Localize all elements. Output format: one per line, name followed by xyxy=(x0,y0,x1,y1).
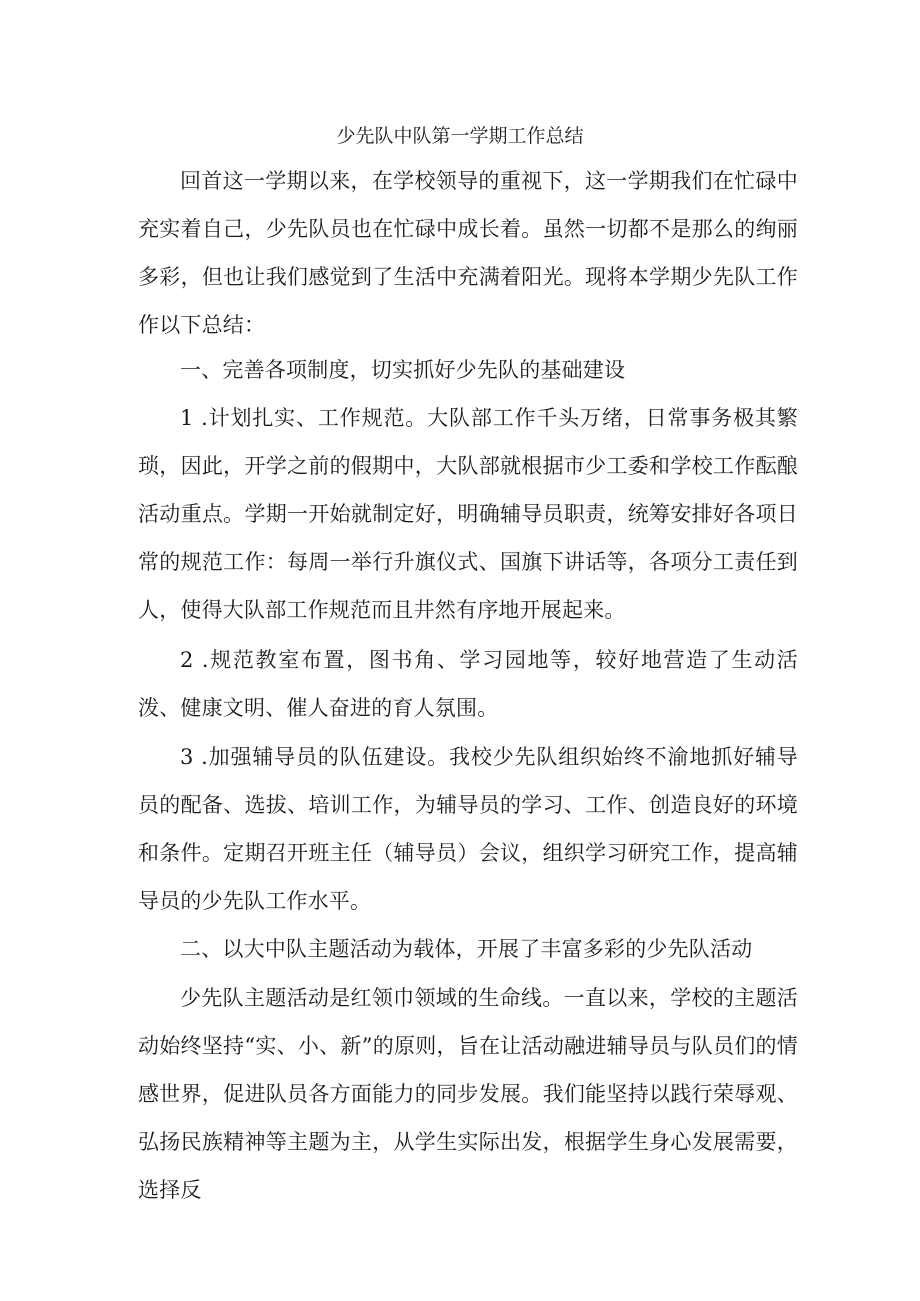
section-1-item-3: 3 .加强辅导员的队伍建设。我校少先队组织始终不渝地抓好辅导员的配备、选拔、培训工作，为辅导员的学习、工作、创造良好的环境和条件。定期召开班主任（辅导员）会议，组织学习研究工作，提高辅导员的少先队工作水平。 xyxy=(138,745,798,913)
intro-paragraph: 回首这一学期以来，在学校领导的重视下，这一学期我们在忙碌中充实着自己，少先队员也在忙碌中成长着。虽然一切都不是那么的绚丽多彩，但也让我们感觉到了生活中充满着阳光。现将本学期少先队工作作以下总结： xyxy=(138,169,798,337)
document-title: 少先队中队第一学期工作总结 xyxy=(336,125,584,147)
section-2-paragraph-1: 少先队主题活动是红领巾领域的生命线。一直以来，学校的主题活动始终坚持“实、小、新”的原则，旨在让活动融进辅导员与队员们的情感世界，促进队员各方面能力的同步发展。我们能坚持以践行荣辱观、弘扬民族精神等主题为主，从学生实际出发，根据学生身心发展需要，选择反 xyxy=(138,986,798,1202)
section-2-heading: 二、以大中队主题活动为载体，开展了丰富多彩的少先队活动 xyxy=(180,937,753,961)
section-1-heading: 一、完善各项制度，切实抓好少先队的基础建设 xyxy=(180,358,626,382)
section-1-item-2: 2 .规范教室布置，图书角、学习园地等，较好地营造了生动活泼、健康文明、催人奋进的育人氛围。 xyxy=(138,648,798,720)
section-1-item-1: 1 .计划扎实、工作规范。大队部工作千头万绪，日常事务极其繁琐，因此，开学之前的假期中，大队部就根据市少工委和学校工作酝酿活动重点。学期一开始就制定好，明确辅导员职责，统筹安排好各项日常的规范工作：每周一举行升旗仪式、国旗下讲话等，各项分工责任到人，使得大队部工作规范而且井然有序地开展起来。 xyxy=(138,406,798,622)
